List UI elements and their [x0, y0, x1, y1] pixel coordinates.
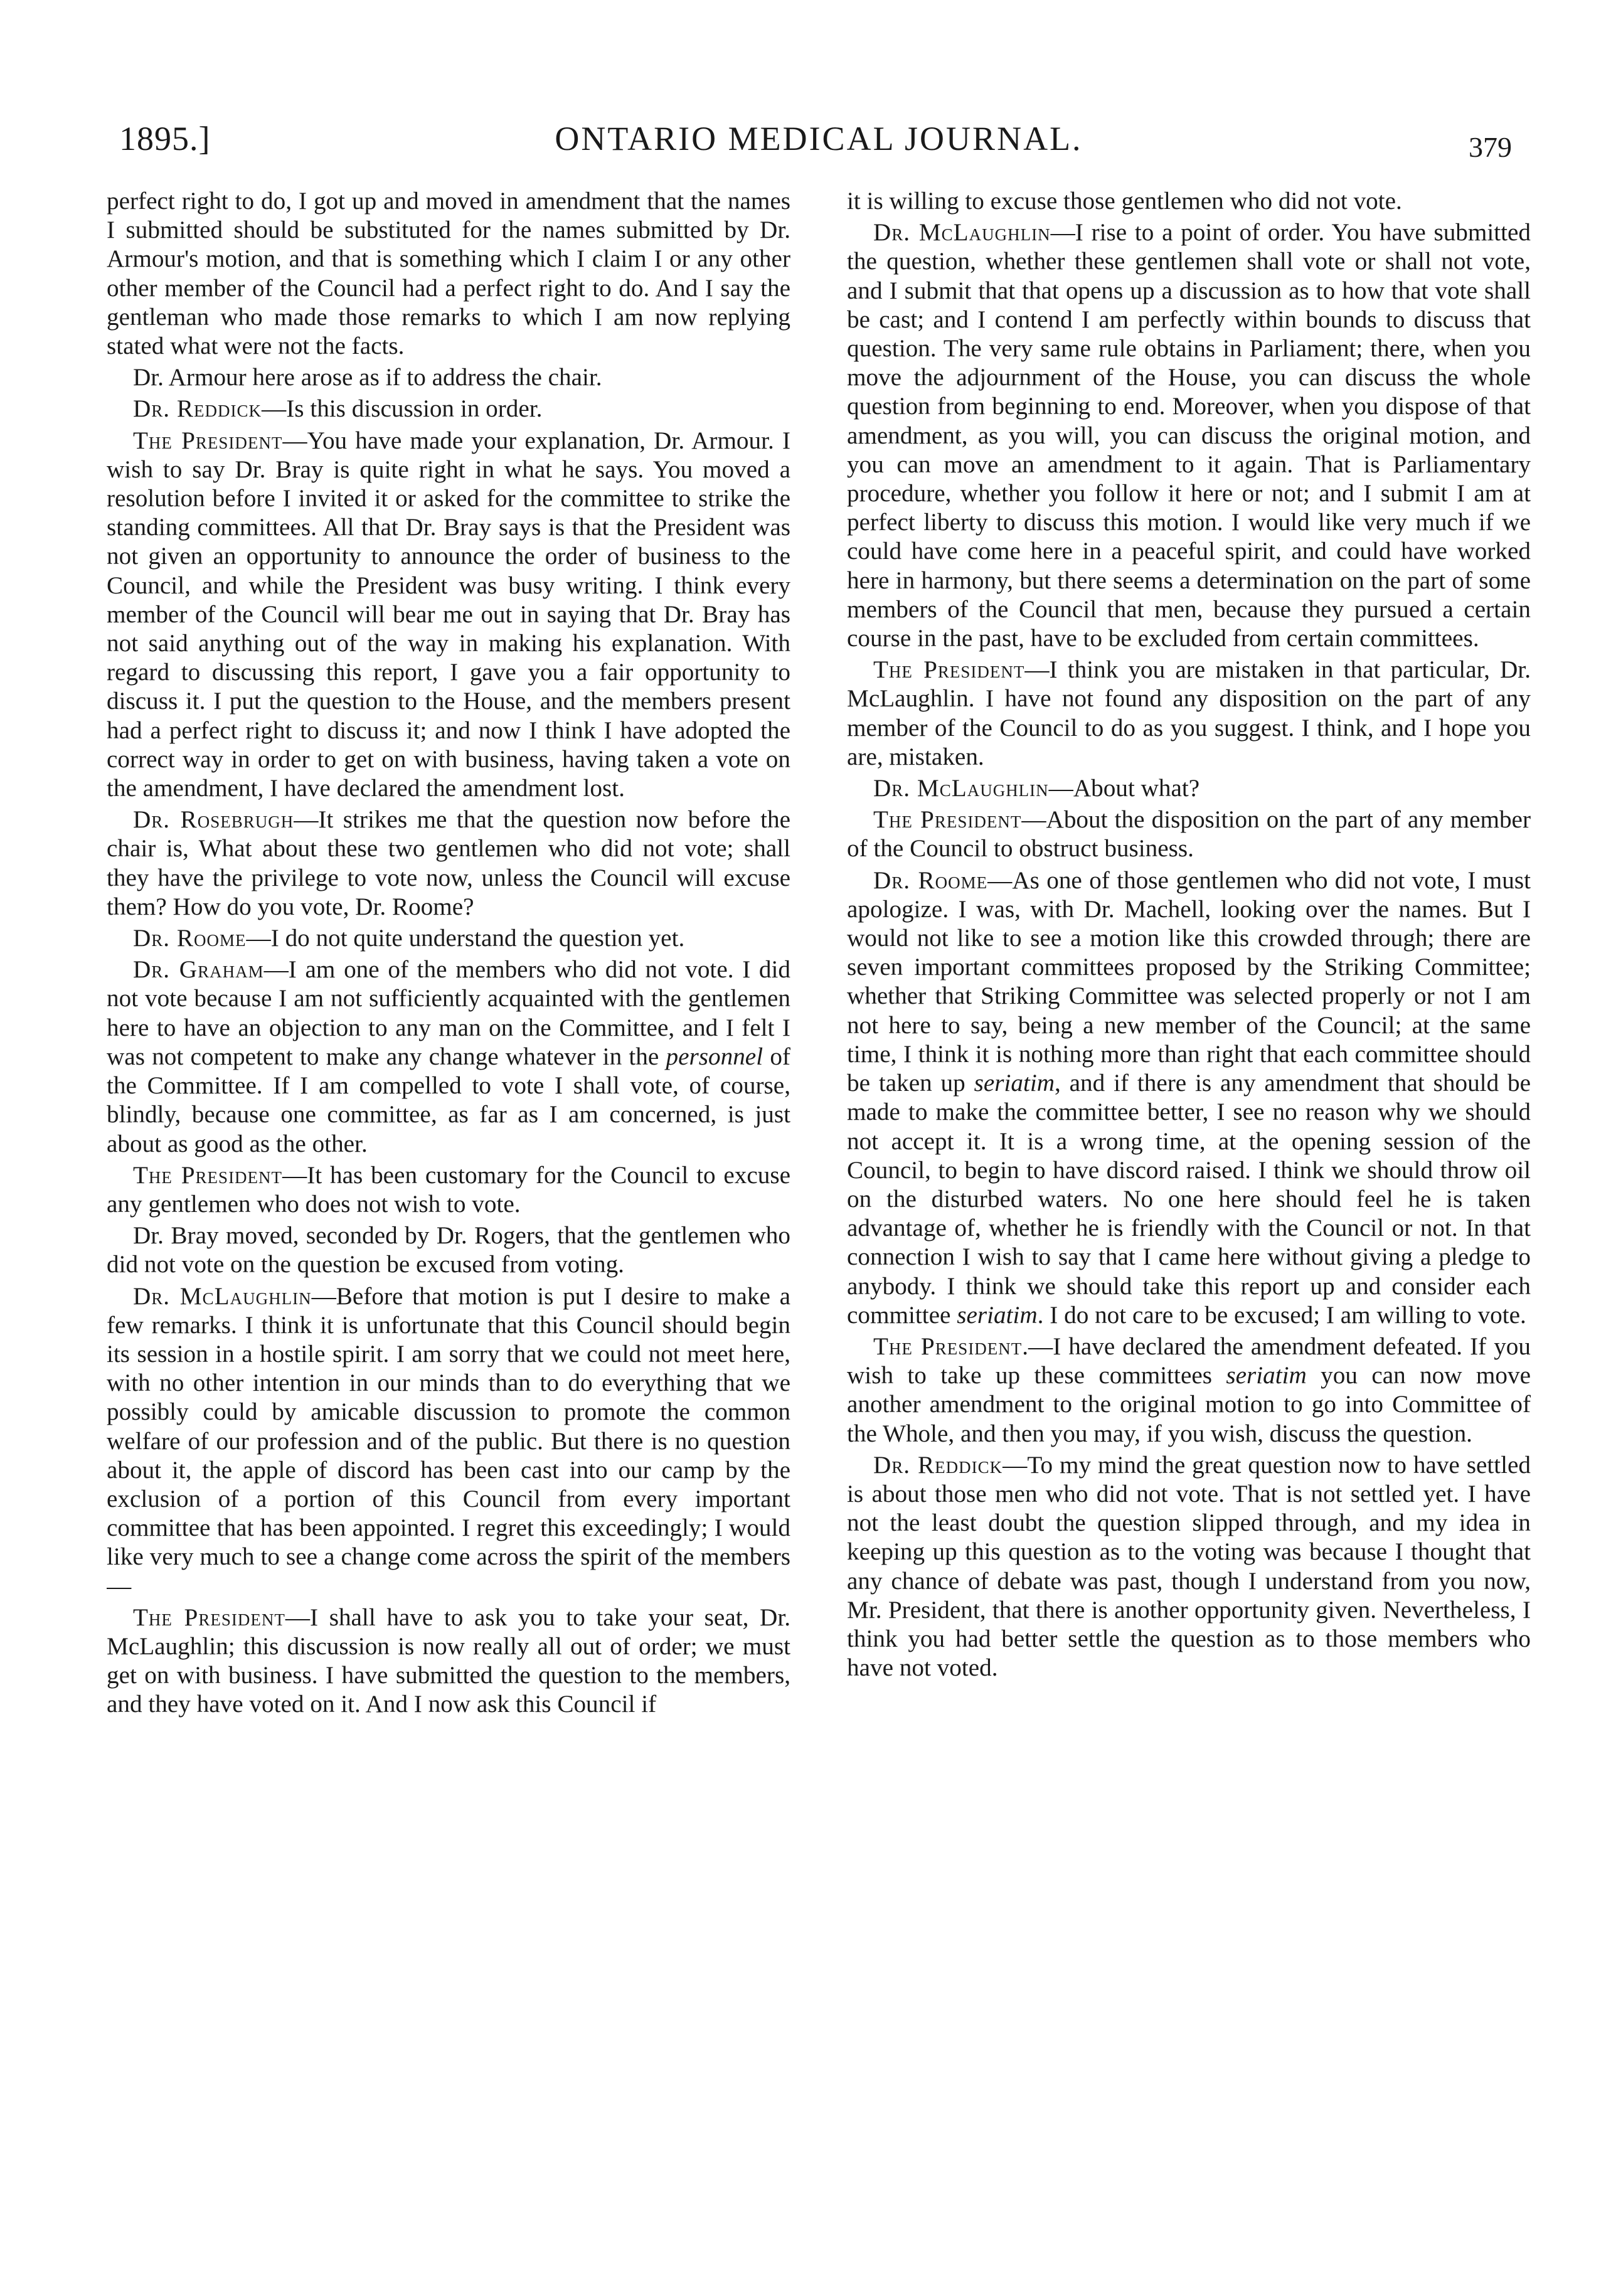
paragraph — [107, 1161, 790, 1219]
speaker-name: The President — [133, 1161, 283, 1189]
left-column — [107, 187, 790, 2219]
paragraph-text: —As one of those gentlemen who did not vote, I must apologize. I was, with Dr. Machell, looking over the names. But I would not like to see a motion like this crowded through; there are seven important committees proposed by the Striking Committee; whether that Striking Committee was selected properly or not I am not here to say, being a new member of the Council; at the same time, I think it is nothing more than right that each committee should be taken up — [847, 866, 1531, 1097]
paragraph-text: you can now move another amendment to the original motion to go into Committee of the Whole, and then you may, if you wish, discuss the question. — [847, 1362, 1531, 1447]
right-column — [847, 187, 1531, 2219]
paragraph — [107, 955, 790, 1158]
italic-term: personnel — [666, 1043, 763, 1070]
paragraph — [847, 218, 1531, 653]
speaker-name: Dr. McLaughlin — [133, 1282, 312, 1310]
paragraph — [107, 395, 790, 423]
paragraph-text: —I think you are mistaken in that particular, Dr. McLaughlin. I have not found any disposition on the part of any member of the Council to do as you suggest. I think, and I hope you are, mistaken. — [847, 656, 1531, 770]
speaker-name: The President — [873, 806, 1022, 834]
speaker-name: Dr. McLaughlin — [873, 775, 1049, 802]
paragraph — [847, 774, 1531, 803]
speaker-name: Dr. Graham — [133, 956, 264, 984]
paragraph-text: —To my mind the great question now to have settled is about those men who did not vote. That is not settled yet. I have not the least doubt the question slipped through, and my idea in keeping up this question as to the voting was because I thought that any chance of debate was past, though I understand from you now, Mr. President, that there is another opportunity given. Nevertheless, I think you had better settle the question as to those members who have not voted. — [847, 1451, 1531, 1682]
speaker-name: The President — [873, 1332, 1023, 1360]
paragraph-text: Dr. Bray moved, seconded by Dr. Rogers, that the gentlemen who did not vote on the question be excused from voting. — [107, 1222, 790, 1278]
paragraph — [847, 1332, 1531, 1448]
paragraph-text: , and if there is any amendment that should be made to make the committee better, I see no reason why we should not accept it. It is a wrong time, at the opening session of the Council, to begin to have discord raised. I think we should throw oil on the disturbed waters. No one here should feel he is taken advantage of, whether he is friendly with the Council or not. In that connection I wish to say that I came here without giving a pledge to anybody. I think we should take this report up and consider each committee — [847, 1070, 1531, 1329]
page-number: 379 — [1469, 131, 1512, 163]
paragraph — [107, 1221, 790, 1279]
italic-term: seriatim — [957, 1301, 1038, 1329]
paragraph-text: perfect right to do, I got up and moved in amendment that the names I submitted should be substituted for the names submitted by Dr. Armour's motion, and that is something which I claim I or any other other member of the Council had a perfect right to do. And I say the gentleman who made those remarks to which I am now replying stated what were not the facts. — [107, 188, 790, 360]
issue-year: 1895.] — [119, 120, 211, 157]
paragraph — [107, 924, 790, 953]
italic-term: seriatim — [974, 1070, 1055, 1097]
paragraph — [107, 187, 790, 361]
paragraph — [847, 1451, 1531, 1683]
paragraph-text: of the Committee. If I am compelled to vote I shall vote, of course, blindly, because one committee, as far as I am concerned, is just about as good as the other. — [107, 1043, 790, 1157]
paragraph-text: —I am one of the members who did not vote. I did not vote because I am not sufficiently acquainted with the gentlemen here to have an objection to any man on the Committee, and I felt I was not competent to make any change whatever in the — [107, 956, 790, 1070]
speaker-name: Dr. Reddick — [873, 1451, 1003, 1479]
paragraph-text: —You have made your explanation, Dr. Armour. I wish to say Dr. Bray is quite right in what he says. You moved a resolution before I invited it or asked for the committee to strike the standing committees. All that Dr. Bray says is that the President was not given an opportunity to announce the order of business to the Council, and while the President was busy writing. I think every member of the Council will bear me out in saying that Dr. Bray has not said anything out of the way in making his explanation. With regard to discussing this report, I gave you a fair opportunity to discuss it. I put the question to the House, and the members present had a perfect right to discuss it; and now I think I have adopted the correct way in order to get on with business, having taken a vote on the amendment, I have declared the amendment lost. — [107, 427, 790, 802]
paragraph — [107, 1603, 790, 1719]
speaker-name: The President — [873, 656, 1025, 684]
paragraph-text: .—I have declared the amendment defeated. If you wish to take up these committees — [847, 1332, 1531, 1390]
italic-term: seriatim — [1226, 1362, 1307, 1390]
journal-page — [107, 113, 1531, 2233]
paragraph — [847, 805, 1531, 863]
paragraph-text: —About what? — [1048, 775, 1200, 802]
paragraph-text: —I rise to a point of order. You have submitted the question, whether these gentlemen shall vote or shall not vote, and I submit that that opens up a discussion as to how that vote shall be cast; and I contend I am perfectly within bounds to discuss that question. The very same rule obtains in Parliament; there, when you move the adjournment of the House, you can discuss the whole question from beginning to end. Moreover, when you dispose of that amendment, as you will, you can discuss the original motion, and you can move an amendment to it again. That is Parliamentary procedure, whether you follow it here or not; and I submit I am at perfect liberty to discuss this motion. I would like very much if we could have come here in a peaceful spirit, and could have worked here in harmony, but there seems a determination on the part of some members of the Council that men, because they pursued a certain course in the past, have to be excluded from certain committees. — [847, 219, 1531, 652]
paragraph — [107, 363, 790, 392]
paragraph — [847, 187, 1531, 216]
speaker-name: Dr. Roome — [873, 866, 988, 894]
paragraph-text: it is willing to excuse those gentlemen who did not vote. — [847, 188, 1402, 215]
paragraph-text: —Is this discussion in order. — [262, 395, 543, 423]
paragraph-text: Dr. Armour here arose as if to address the chair. — [133, 364, 602, 391]
speaker-name: Dr. Rosebrugh — [133, 806, 294, 834]
paragraph-text: . I do not care to be excused; I am willing to vote. — [1037, 1301, 1526, 1329]
paragraph-text: —It has been customary for the Council to excuse any gentlemen who does not wish to vote. — [107, 1161, 790, 1218]
paragraph-text: —About the disposition on the part of any member of the Council to obstruct business. — [847, 806, 1531, 863]
speaker-name: The President — [133, 427, 283, 454]
speaker-name: Dr. Reddick — [133, 395, 262, 423]
paragraph — [107, 1282, 790, 1601]
paragraph-text: —I do not quite understand the question yet. — [246, 925, 685, 952]
paragraph — [847, 866, 1531, 1330]
speaker-name: Dr. McLaughlin — [873, 219, 1051, 247]
journal-title: ONTARIO MEDICAL JOURNAL. — [555, 120, 1083, 157]
paragraph — [107, 805, 790, 922]
text-columns — [107, 187, 1531, 2219]
paragraph — [847, 656, 1531, 772]
speaker-name: The President — [133, 1603, 285, 1631]
paragraph-text: —It strikes me that the question now before the chair is, What about these two gentlemen who did not vote; shall they have the privilege to vote now, unless the Council will excuse them? How do you vote, Dr. Roome? — [107, 806, 790, 920]
speaker-name: Dr. Roome — [133, 925, 247, 952]
running-head — [107, 113, 1531, 169]
paragraph — [107, 427, 790, 804]
paragraph-text: —I shall have to ask you to take your seat, Dr. McLaughlin; this discussion is now really all out of order; we must get on with business. I have submitted the question to the members, and they have voted on it. And I now ask this Council if — [107, 1603, 790, 1718]
paragraph-text: —Before that motion is put I desire to make a few remarks. I think it is unfortunate that this Council should begin its session in a hostile spirit. I am sorry that we could not meet here, with no other intention in our minds than to do everything that we possibly could by amicable discussion to promote the common welfare of our profession and of the public. But there is no question about it, the apple of discord has been cast into our camp by the exclusion of a portion of this Council from every important committee that has been appointed. I regret this exceedingly; I would like very much to see a change come across the spirit of the members— — [107, 1282, 790, 1600]
